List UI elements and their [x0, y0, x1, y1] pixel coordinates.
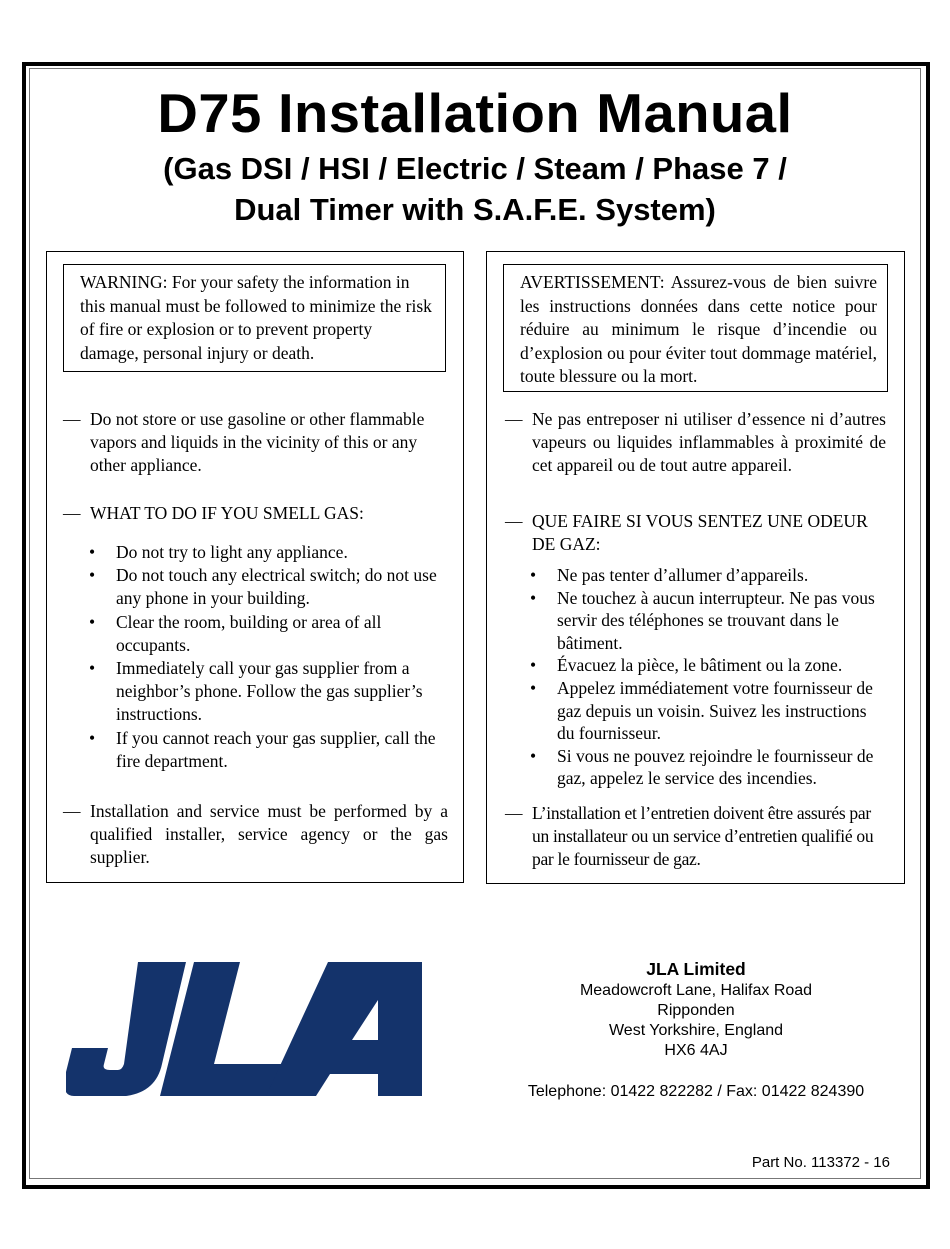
bullet-text: Do not touch any electrical switch; do not use any phone in your building. — [116, 565, 437, 609]
french-warning-box — [503, 264, 888, 392]
bullet-icon: • — [89, 542, 96, 562]
bullet-text: If you cannot reach your gas supplier, call the fire department. — [116, 727, 436, 771]
french-gas-bullet-list — [530, 564, 885, 790]
bullet-icon: • — [89, 658, 96, 679]
bullet-text: Évacuez la pièce, le bâtiment ou la zone. — [557, 655, 843, 676]
english-item-qualified-installer — [63, 800, 448, 870]
address-line-3: West Yorkshire, England — [608, 1022, 784, 1039]
english-item-text: WHAT TO DO IF YOU SMELL GAS: — [90, 503, 364, 523]
bullet-icon: • — [530, 587, 537, 608]
english-gas-bullet-list — [89, 541, 439, 773]
subtitle-line-2: Dual Timer with S.A.F.E. System) — [234, 192, 716, 227]
em-dash: — — [63, 801, 81, 821]
bullet-icon: • — [89, 727, 96, 748]
bullet-text: Clear the room, building or area of all occupants. — [116, 611, 382, 655]
bullet-icon: • — [530, 745, 537, 766]
em-dash: — — [63, 503, 81, 523]
english-item-text: Installation and service must be performed by a qualified installer, service agency or the gas supplier. — [90, 801, 448, 868]
list-item — [530, 564, 885, 587]
bullet-icon: • — [89, 565, 96, 586]
bullet-icon: • — [530, 677, 537, 698]
list-item — [530, 587, 885, 655]
english-item-no-flammables — [63, 408, 448, 478]
list-item — [89, 611, 439, 657]
list-item — [530, 745, 885, 790]
bullet-text: Ne pas tenter d’allumer d’appareils. — [557, 565, 809, 585]
bullet-text: Appelez immédiatement votre fournisseur de gaz depuis un voisin. Suivez les instructions du fournisseur. — [557, 677, 873, 744]
english-item-smell-gas-heading — [63, 502, 448, 525]
subtitle-line-1: (Gas DSI / HSI / Electric / Steam / Phase 7 / — [163, 151, 787, 186]
list-item — [89, 564, 439, 610]
french-item-text: Ne pas entreposer ni utiliser d’essence ni d’autres vapeurs ou liquides inflammables à proximité de cet appareil ou de tout autre appareil. — [532, 409, 886, 476]
bullet-text: Si vous ne pouvez rejoindre le fournisseur de gaz, appelez le service des incendies. — [557, 745, 874, 789]
list-item — [530, 654, 885, 677]
jla-logo — [66, 960, 426, 1100]
bullet-text: Ne touchez à aucun interrupteur. Ne pas vous servir des téléphones se trouvant dans le bâtiment. — [557, 587, 875, 653]
list-item — [89, 657, 439, 727]
postcode: HX6 4AJ — [664, 1042, 728, 1059]
french-item-qualified-installer — [505, 802, 890, 872]
company-name: JLA Limited — [646, 959, 746, 979]
document-subtitle — [0, 148, 950, 230]
french-item-text: QUE FAIRE SI VOUS SENTEZ UNE ODEUR DE GAZ: — [532, 511, 868, 555]
contact-numbers: Telephone: 01422 822282 / Fax: 01422 824390 — [527, 1083, 865, 1100]
part-number: Part No. 113372 - 16 — [751, 1154, 890, 1171]
french-item-no-flammables — [505, 408, 886, 478]
bullet-icon: • — [530, 655, 537, 676]
english-warning-text: WARNING: For your safety the information in this manual must be followed to minimize the risk of fire or explosion or to prevent property damage, personal injury or death. — [80, 272, 432, 363]
list-item — [89, 727, 439, 773]
english-warning-box — [63, 264, 446, 372]
list-item — [89, 541, 439, 564]
bullet-text: Immediately call your gas supplier from a neighbor’s phone. Follow the gas supplier’s instructions. — [116, 658, 423, 725]
bullet-icon: • — [89, 611, 96, 632]
em-dash: — — [505, 409, 523, 429]
em-dash: — — [505, 511, 523, 531]
company-address-block — [520, 958, 872, 1061]
bullet-text: Do not try to light any appliance. — [116, 542, 348, 562]
em-dash: — — [505, 803, 523, 823]
bullet-icon: • — [530, 565, 537, 585]
em-dash: — — [63, 409, 81, 429]
document-title: D75 Installation Manual — [157, 82, 793, 144]
address-line-1: Meadowcroft Lane, Halifax Road — [579, 982, 813, 999]
french-warning-text: AVERTISSEMENT: Assurez-vous de bien suivre les instructions données dans cette notice pour réduire au minimum le risque d’incendie ou d’explosion ou pour éviter tout dommage matériel, toute blessure ou la mort. — [520, 272, 877, 386]
english-item-text: Do not store or use gasoline or other flammable vapors and liquids in the vicinity of this or any other appliance. — [90, 409, 425, 476]
address-line-2: Ripponden — [657, 1002, 735, 1019]
french-item-smell-gas-heading — [505, 510, 886, 556]
list-item — [530, 677, 885, 745]
french-item-text: L’installation et l’entretien doivent être assurés par un installateur ou un service d’entretien qualifié ou par le fournisseur de gaz. — [532, 803, 874, 870]
